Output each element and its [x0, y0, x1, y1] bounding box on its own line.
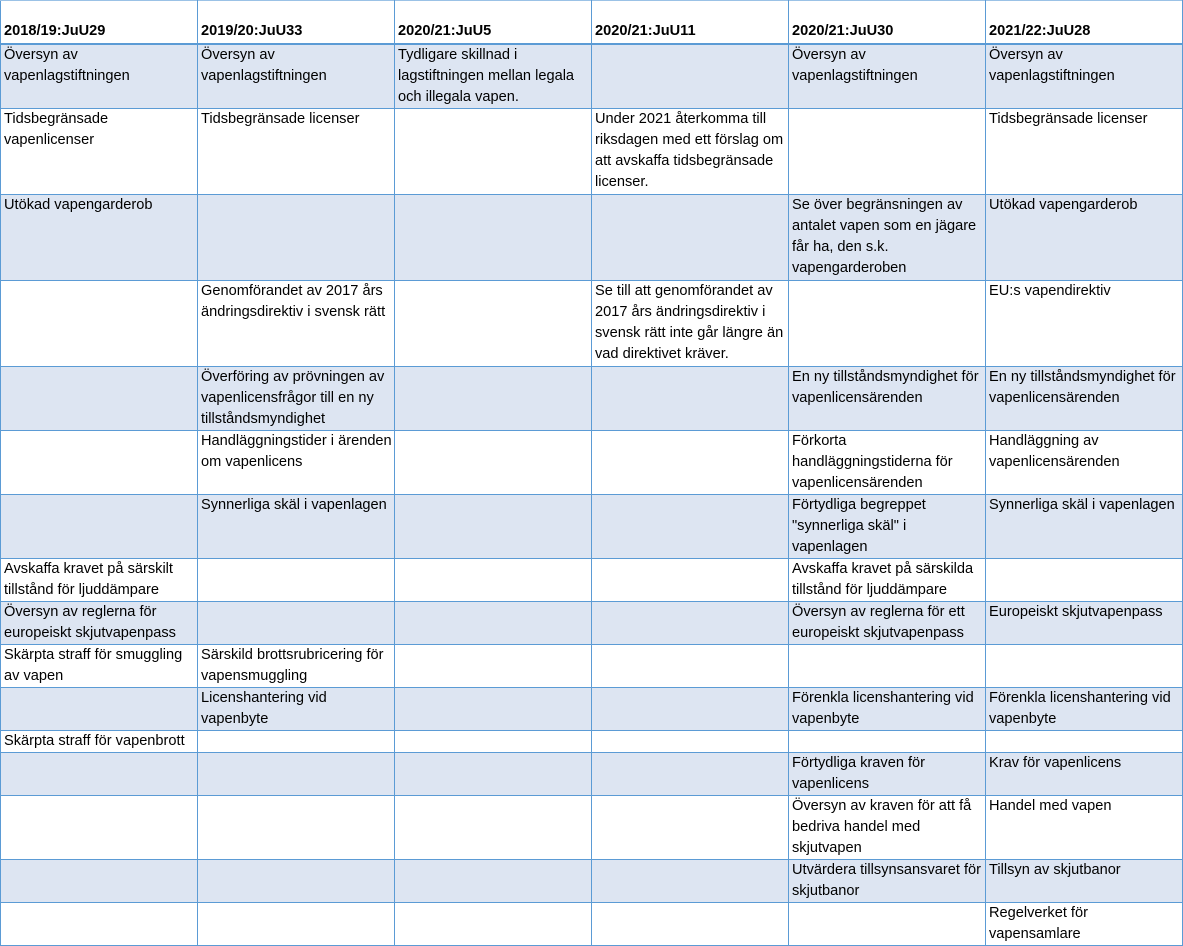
table-row [1, 558, 1183, 601]
table-cell[interactable] [789, 644, 986, 687]
table-cell[interactable]: Översyn av reglerna för europeiskt skjutvapenpass [1, 601, 198, 644]
table-cell[interactable] [395, 752, 592, 795]
table-cell[interactable] [395, 494, 592, 558]
table-cell[interactable] [1, 687, 198, 730]
table-cell[interactable] [198, 795, 395, 859]
table-cell[interactable] [789, 730, 986, 752]
table-row [1, 795, 1183, 859]
table-cell[interactable] [1, 280, 198, 366]
table-cell[interactable]: Utvärdera tillsynsansvaret för skjutbanor [789, 859, 986, 902]
table-cell[interactable] [198, 902, 395, 945]
table-cell[interactable] [592, 687, 789, 730]
table-row [1, 430, 1183, 494]
table-cell[interactable] [592, 44, 789, 109]
table-cell[interactable] [986, 558, 1183, 601]
table-cell[interactable] [592, 902, 789, 945]
table-cell[interactable] [395, 859, 592, 902]
table-cell[interactable]: Handel med vapen [986, 795, 1183, 859]
table-cell[interactable] [198, 752, 395, 795]
table-cell[interactable] [592, 601, 789, 644]
table-cell[interactable]: Förtydliga begreppet "synnerliga skäl" i vapenlagen [789, 494, 986, 558]
table-cell[interactable] [592, 730, 789, 752]
table-cell[interactable] [592, 558, 789, 601]
table-cell[interactable]: Tydligare skillnad i lagstiftningen mellan legala och illegala vapen. [395, 44, 592, 109]
table-cell[interactable] [395, 601, 592, 644]
table-cell[interactable]: En ny tillståndsmyndighet för vapenlicensärenden [986, 366, 1183, 430]
table-cell[interactable]: Regelverket för vapensamlare [986, 902, 1183, 945]
header-row [1, 1, 1183, 44]
table-cell[interactable] [395, 108, 592, 194]
table-cell[interactable]: Synnerliga skäl i vapenlagen [198, 494, 395, 558]
table-cell[interactable] [1, 795, 198, 859]
table-cell[interactable]: Översyn av vapenlagstiftningen [789, 44, 986, 109]
table-cell[interactable]: Översyn av kraven för att få bedriva handel med skjutvapen [789, 795, 986, 859]
table-cell[interactable] [592, 795, 789, 859]
table-cell[interactable]: Förtydliga kraven för vapenlicens [789, 752, 986, 795]
table-cell[interactable] [1, 494, 198, 558]
table-cell[interactable]: Utökad vapengarderob [1, 194, 198, 280]
table-cell[interactable] [592, 194, 789, 280]
table-row [1, 730, 1183, 752]
table-cell[interactable]: Se till att genomförandet av 2017 års ändringsdirektiv i svensk rätt inte går längre än vad direktivet kräver. [592, 280, 789, 366]
table-cell[interactable]: Förkorta handläggningstiderna för vapenlicensärenden [789, 430, 986, 494]
table-cell[interactable]: Förenkla licenshantering vid vapenbyte [789, 687, 986, 730]
table-cell[interactable] [395, 430, 592, 494]
table-row [1, 194, 1183, 280]
table-row [1, 494, 1183, 558]
column-header[interactable]: 2020/21:JuU11 [592, 1, 789, 44]
table-cell[interactable] [395, 644, 592, 687]
table-cell[interactable]: EU:s vapendirektiv [986, 280, 1183, 366]
table-cell[interactable] [1, 430, 198, 494]
table-cell[interactable] [789, 108, 986, 194]
table-cell[interactable] [592, 859, 789, 902]
table-cell[interactable]: Handläggningstider i ärenden om vapenlicens [198, 430, 395, 494]
table-cell[interactable]: Tillsyn av skjutbanor [986, 859, 1183, 902]
table-cell[interactable] [198, 730, 395, 752]
table-cell[interactable] [395, 902, 592, 945]
column-header[interactable]: 2018/19:JuU29 [1, 1, 198, 44]
table-row [1, 644, 1183, 687]
table-cell[interactable] [592, 752, 789, 795]
table-cell[interactable]: Under 2021 återkomma till riksdagen med ett förslag om att avskaffa tidsbegränsade licenser. [592, 108, 789, 194]
table-cell[interactable] [198, 601, 395, 644]
table-cell[interactable]: Särskild brottsrubricering för vapensmuggling [198, 644, 395, 687]
table-cell[interactable]: Översyn av vapenlagstiftningen [986, 44, 1183, 109]
table-cell[interactable] [986, 730, 1183, 752]
table-cell[interactable]: Utökad vapengarderob [986, 194, 1183, 280]
table-cell[interactable] [592, 366, 789, 430]
table-cell[interactable]: Genomförandet av 2017 års ändringsdirektiv i svensk rätt [198, 280, 395, 366]
table-cell[interactable] [592, 644, 789, 687]
table-cell[interactable]: Licenshantering vid vapenbyte [198, 687, 395, 730]
table-cell[interactable]: Skärpta straff för vapenbrott [1, 730, 198, 752]
table-cell[interactable] [789, 902, 986, 945]
table-row [1, 859, 1183, 902]
table-cell[interactable]: Handläggning av vapenlicensärenden [986, 430, 1183, 494]
table-cell[interactable]: Avskaffa kravet på särskilda tillstånd för ljuddämpare [789, 558, 986, 601]
table-cell[interactable] [592, 494, 789, 558]
table-row [1, 902, 1183, 945]
table-cell[interactable] [1, 902, 198, 945]
table-cell[interactable]: Översyn av vapenlagstiftningen [198, 44, 395, 109]
table-cell[interactable]: Se över begränsningen av antalet vapen som en jägare får ha, den s.k. vapengarderoben [789, 194, 986, 280]
table-cell[interactable] [789, 280, 986, 366]
table-cell[interactable]: Krav för vapenlicens [986, 752, 1183, 795]
table-cell[interactable]: Tidsbegränsade licenser [986, 108, 1183, 194]
table-cell[interactable] [395, 687, 592, 730]
column-header[interactable]: 2021/22:JuU28 [986, 1, 1183, 44]
table-row [1, 752, 1183, 795]
table-cell[interactable]: Europeiskt skjutvapenpass [986, 601, 1183, 644]
table-cell[interactable]: Synnerliga skäl i vapenlagen [986, 494, 1183, 558]
table-cell[interactable] [1, 859, 198, 902]
column-header[interactable]: 2019/20:JuU33 [198, 1, 395, 44]
table-cell[interactable] [395, 730, 592, 752]
table-cell[interactable] [198, 859, 395, 902]
table-cell[interactable]: Förenkla licenshantering vid vapenbyte [986, 687, 1183, 730]
table-row [1, 108, 1183, 194]
table-row [1, 601, 1183, 644]
column-header[interactable]: 2020/21:JuU5 [395, 1, 592, 44]
column-header[interactable]: 2020/21:JuU30 [789, 1, 986, 44]
table-cell[interactable] [592, 430, 789, 494]
table-row [1, 44, 1183, 109]
table-cell[interactable] [1, 366, 198, 430]
table-cell[interactable]: Skärpta straff för smuggling av vapen [1, 644, 198, 687]
table-cell[interactable]: Överföring av prövningen av vapenlicensfrågor till en ny tillståndsmyndighet [198, 366, 395, 430]
table-body [1, 44, 1183, 946]
table-cell[interactable]: Tidsbegränsade vapenlicenser [1, 108, 198, 194]
table-row [1, 687, 1183, 730]
table-cell[interactable] [395, 366, 592, 430]
table-cell[interactable]: Avskaffa kravet på särskilt tillstånd för ljuddämpare [1, 558, 198, 601]
table-cell[interactable]: Tidsbegränsade licenser [198, 108, 395, 194]
table-cell[interactable] [986, 644, 1183, 687]
table-cell[interactable]: En ny tillståndsmyndighet för vapenlicensärenden [789, 366, 986, 430]
table-row [1, 280, 1183, 366]
table-cell[interactable] [395, 194, 592, 280]
table-cell[interactable] [198, 194, 395, 280]
table-row [1, 366, 1183, 430]
table-cell[interactable]: Översyn av reglerna för ett europeiskt skjutvapenpass [789, 601, 986, 644]
table-cell[interactable] [395, 795, 592, 859]
table-cell[interactable] [198, 558, 395, 601]
table-cell[interactable] [395, 558, 592, 601]
table-cell[interactable] [395, 280, 592, 366]
table-cell[interactable]: Översyn av vapenlagstiftningen [1, 44, 198, 109]
table-cell[interactable] [1, 752, 198, 795]
